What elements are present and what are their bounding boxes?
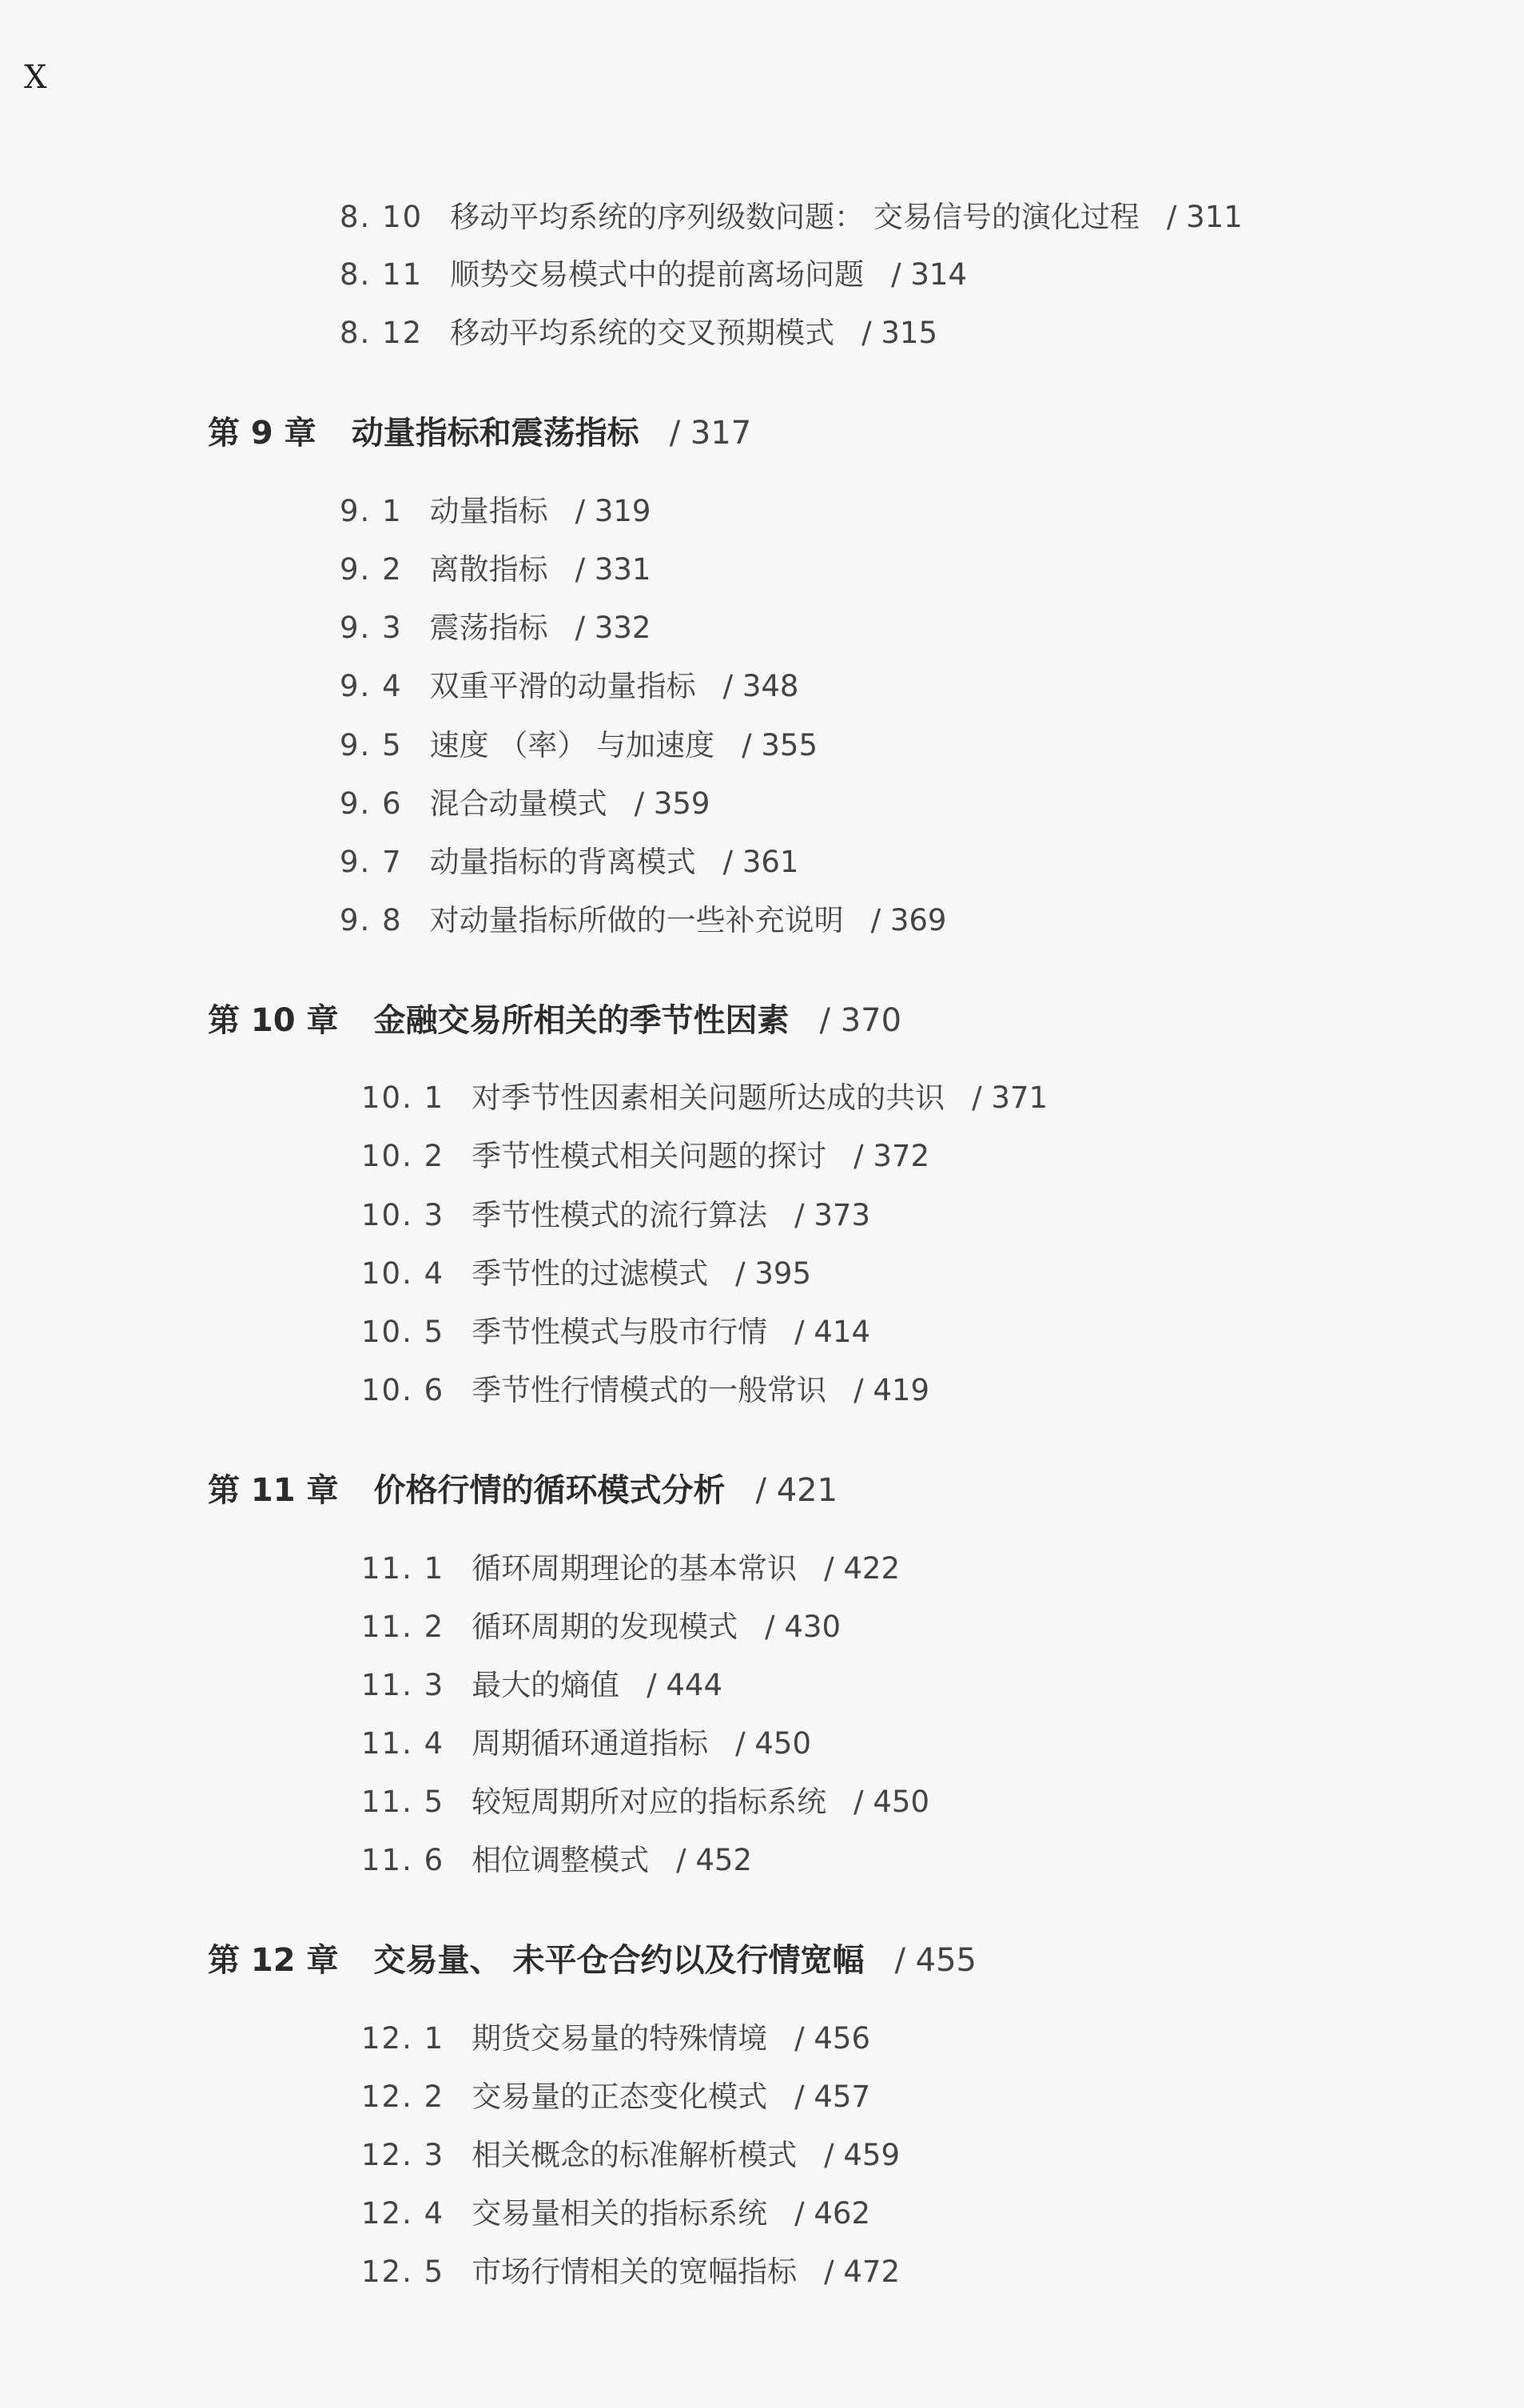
chapter-page: / 370 bbox=[819, 1002, 902, 1039]
entry-number: 9. 3 bbox=[340, 611, 403, 645]
entry-title: 离散指标 bbox=[429, 552, 548, 587]
toc-entry bbox=[340, 552, 651, 587]
entry-number: 9. 7 bbox=[340, 845, 403, 879]
entry-page: / 472 bbox=[824, 2255, 901, 2289]
chapter-heading bbox=[208, 1001, 901, 1040]
toc-entry bbox=[361, 1315, 870, 1350]
chapter-heading bbox=[208, 1471, 838, 1510]
entry-number: 11. 1 bbox=[361, 1551, 445, 1586]
chapter-page: / 421 bbox=[755, 1472, 838, 1509]
entry-title: 双重平滑的动量指标 bbox=[429, 669, 696, 703]
toc-entry bbox=[361, 1785, 929, 1820]
chapter-title: 交易量、 未平仓合约以及行情宽幅 bbox=[373, 1942, 865, 1979]
entry-number: 12. 2 bbox=[361, 2080, 445, 2114]
entry-page: / 462 bbox=[794, 2196, 871, 2231]
toc-entry bbox=[340, 494, 651, 529]
toc-entry bbox=[361, 1373, 929, 1408]
entry-title: 周期循环通道指标 bbox=[472, 1726, 709, 1761]
entry-title: 移动平均系统的交叉预期模式 bbox=[450, 316, 835, 350]
entry-page: / 311 bbox=[1166, 200, 1243, 234]
entry-number: 10. 6 bbox=[361, 1373, 445, 1407]
entry-number: 9. 8 bbox=[340, 903, 403, 937]
entry-number: 8. 12 bbox=[340, 316, 424, 350]
toc-entry bbox=[340, 257, 967, 293]
entry-page: / 459 bbox=[824, 2138, 901, 2172]
entry-title: 相位调整模式 bbox=[472, 1843, 650, 1877]
entry-title: 速度 （率） 与加速度 bbox=[429, 728, 715, 762]
entry-number: 11. 6 bbox=[361, 1843, 445, 1877]
entry-title: 相关概念的标准解析模式 bbox=[472, 2138, 798, 2172]
entry-page: / 355 bbox=[742, 728, 818, 762]
entry-page: / 422 bbox=[824, 1551, 901, 1586]
entry-title: 动量指标 bbox=[429, 494, 548, 528]
toc-entry bbox=[361, 1139, 929, 1174]
entry-page: / 348 bbox=[722, 669, 799, 703]
toc-entry bbox=[361, 1256, 811, 1292]
entry-title: 震荡指标 bbox=[429, 611, 548, 645]
entry-number: 9. 6 bbox=[340, 786, 403, 821]
entry-title: 季节性模式的流行算法 bbox=[472, 1198, 768, 1232]
entry-number: 8. 11 bbox=[340, 257, 424, 292]
entry-number: 11. 2 bbox=[361, 1610, 445, 1644]
toc-entry bbox=[361, 1610, 841, 1645]
entry-title: 期货交易量的特殊情境 bbox=[472, 2021, 768, 2056]
entry-page: / 414 bbox=[794, 1315, 871, 1349]
entry-page: / 331 bbox=[575, 552, 651, 587]
chapter-page: / 455 bbox=[894, 1942, 977, 1979]
entry-page: / 314 bbox=[891, 257, 968, 292]
entry-page: / 369 bbox=[870, 903, 947, 937]
entry-title: 对动量指标所做的一些补充说明 bbox=[429, 903, 844, 937]
toc-entry bbox=[340, 669, 798, 704]
entry-page: / 444 bbox=[647, 1668, 723, 1702]
toc-entry bbox=[361, 1551, 900, 1586]
entry-title: 季节性的过滤模式 bbox=[472, 1256, 709, 1291]
entry-page: / 371 bbox=[972, 1081, 1048, 1115]
toc-entry bbox=[361, 1198, 870, 1233]
entry-title: 交易量的正态变化模式 bbox=[472, 2080, 768, 2114]
toc-entry bbox=[361, 2138, 900, 2173]
toc-entry bbox=[361, 1081, 1048, 1116]
chapter-number: 第 11 章 bbox=[208, 1472, 339, 1509]
toc-entry bbox=[361, 2255, 900, 2290]
entry-page: / 395 bbox=[735, 1256, 812, 1291]
chapter-number: 第 12 章 bbox=[208, 1942, 339, 1979]
toc-entry bbox=[361, 2021, 870, 2056]
entry-number: 8. 10 bbox=[340, 200, 424, 234]
entry-page: / 372 bbox=[854, 1139, 930, 1173]
entry-title: 对季节性因素相关问题所达成的共识 bbox=[472, 1081, 945, 1115]
entry-title: 循环周期理论的基本常识 bbox=[472, 1551, 798, 1586]
entry-number: 10. 4 bbox=[361, 1256, 445, 1291]
entry-number: 10. 3 bbox=[361, 1198, 445, 1232]
toc-entry bbox=[340, 845, 798, 880]
toc-entry bbox=[361, 1843, 752, 1878]
toc-entry bbox=[340, 728, 818, 763]
entry-page: / 456 bbox=[794, 2021, 871, 2056]
entry-page: / 361 bbox=[722, 845, 799, 879]
entry-number: 10. 2 bbox=[361, 1139, 445, 1173]
toc-entry bbox=[361, 1668, 722, 1703]
entry-page: / 373 bbox=[794, 1198, 871, 1232]
entry-page: / 332 bbox=[575, 611, 651, 645]
entry-page: / 430 bbox=[765, 1610, 842, 1644]
toc-entry bbox=[340, 611, 651, 646]
chapter-heading bbox=[208, 1941, 977, 1980]
toc-entry bbox=[340, 786, 710, 822]
entry-number: 9. 1 bbox=[340, 494, 403, 528]
entry-title: 季节性模式与股市行情 bbox=[472, 1315, 768, 1349]
entry-title: 移动平均系统的序列级数问题： 交易信号的演化过程 bbox=[450, 200, 1140, 234]
entry-page: / 452 bbox=[676, 1843, 753, 1877]
chapter-page: / 317 bbox=[669, 415, 752, 452]
entry-page: / 457 bbox=[794, 2080, 871, 2114]
entry-title: 较短周期所对应的指标系统 bbox=[472, 1785, 827, 1819]
entry-number: 10. 1 bbox=[361, 1081, 445, 1115]
entry-number: 9. 2 bbox=[340, 552, 403, 587]
chapter-title: 金融交易所相关的季节性因素 bbox=[373, 1002, 790, 1039]
chapter-number: 第 10 章 bbox=[208, 1002, 339, 1039]
entry-number: 11. 4 bbox=[361, 1726, 445, 1761]
entry-title: 动量指标的背离模式 bbox=[429, 845, 696, 879]
toc-entry bbox=[361, 2196, 870, 2231]
entry-page: / 359 bbox=[634, 786, 710, 821]
entry-page: / 450 bbox=[854, 1785, 930, 1819]
chapter-title: 价格行情的循环模式分析 bbox=[373, 1472, 726, 1509]
entry-number: 12. 3 bbox=[361, 2138, 445, 2172]
entry-number: 9. 5 bbox=[340, 728, 403, 762]
entry-title: 季节性模式相关问题的探讨 bbox=[472, 1139, 827, 1173]
toc-entry bbox=[340, 316, 937, 351]
toc-entry bbox=[340, 200, 1243, 235]
entry-page: / 315 bbox=[861, 316, 938, 350]
toc-entry bbox=[361, 2080, 870, 2115]
entry-title: 季节性行情模式的一般常识 bbox=[472, 1373, 827, 1407]
entry-number: 11. 3 bbox=[361, 1668, 445, 1702]
entry-title: 循环周期的发现模式 bbox=[472, 1610, 738, 1644]
chapter-heading bbox=[208, 414, 751, 452]
entry-number: 9. 4 bbox=[340, 669, 403, 703]
entry-number: 11. 5 bbox=[361, 1785, 445, 1819]
chapter-title: 动量指标和震荡指标 bbox=[351, 415, 639, 452]
entry-page: / 450 bbox=[735, 1726, 812, 1761]
entry-title: 最大的熵值 bbox=[472, 1668, 620, 1702]
entry-title: 市场行情相关的宽幅指标 bbox=[472, 2255, 798, 2289]
entry-number: 10. 5 bbox=[361, 1315, 445, 1349]
entry-page: / 419 bbox=[854, 1373, 930, 1407]
toc-entry bbox=[340, 903, 946, 938]
entry-number: 12. 5 bbox=[361, 2255, 445, 2289]
chapter-number: 第 9 章 bbox=[208, 415, 316, 452]
page-number-marker: X bbox=[24, 59, 47, 96]
entry-title: 混合动量模式 bbox=[429, 786, 607, 821]
toc-entry bbox=[361, 1726, 811, 1761]
entry-number: 12. 4 bbox=[361, 2196, 445, 2231]
entry-page: / 319 bbox=[575, 494, 651, 528]
entry-number: 12. 1 bbox=[361, 2021, 445, 2056]
entry-title: 交易量相关的指标系统 bbox=[472, 2196, 768, 2231]
entry-title: 顺势交易模式中的提前离场问题 bbox=[450, 257, 865, 292]
